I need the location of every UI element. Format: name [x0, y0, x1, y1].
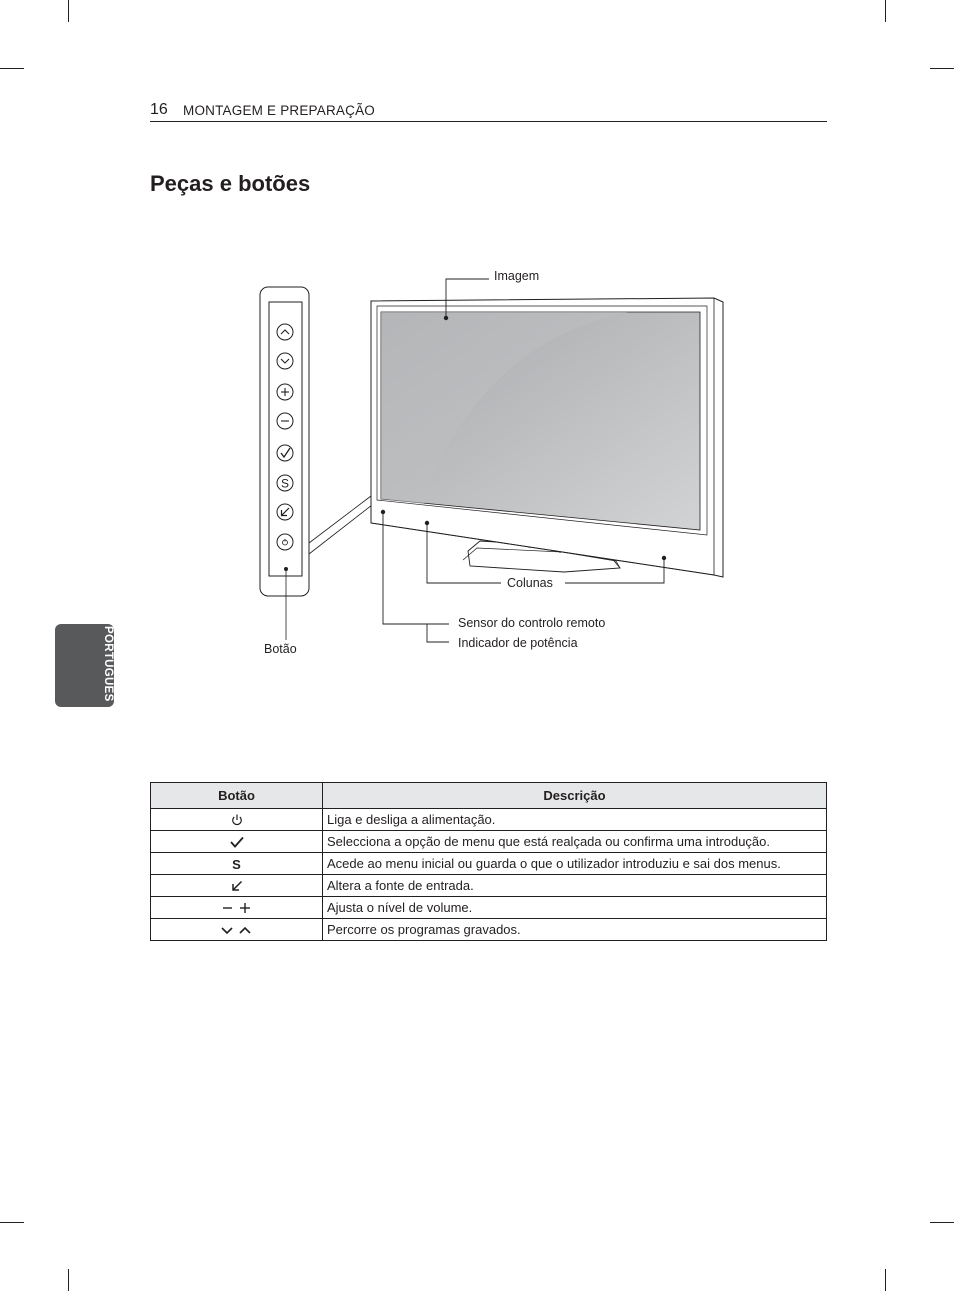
page-number: 16	[150, 101, 168, 118]
column-header-button: Botão	[151, 783, 323, 809]
settings-icon[interactable]	[277, 475, 293, 491]
table-row	[151, 809, 827, 831]
settings-s-symbol: S	[232, 856, 241, 872]
program-down-up-icon	[220, 923, 254, 937]
language-tab-label: PORTUGUÊS	[102, 626, 114, 702]
ok-icon[interactable]	[277, 445, 293, 461]
label-button: Botão	[264, 642, 297, 656]
tv-illustration	[371, 298, 723, 577]
control-panel	[260, 287, 372, 640]
row-description: Altera a fonte de entrada.	[323, 875, 827, 897]
row-description: Acede ao menu inicial ou guarda o que o utilizador introduziu e sai dos menus.	[323, 853, 827, 875]
page-title: Peças e botões	[150, 171, 311, 196]
table-row	[151, 897, 827, 919]
buttons-table	[150, 782, 827, 941]
column-header-description: Descrição	[323, 783, 827, 809]
table-header-row	[151, 783, 827, 809]
crop-mark	[930, 1222, 954, 1223]
plus-icon[interactable]	[277, 384, 293, 400]
row-description: Liga e desliga a alimentação.	[323, 809, 827, 831]
label-power-indicator: Indicador de potência	[458, 636, 578, 650]
table-row	[151, 875, 827, 897]
crop-mark	[0, 1222, 24, 1223]
input-icon	[230, 879, 244, 893]
crop-mark	[885, 1269, 886, 1291]
up-icon[interactable]	[277, 324, 293, 340]
section-title: MONTAGEM E PREPARAÇÃO	[183, 103, 375, 118]
ok-icon	[229, 835, 245, 849]
minus-icon[interactable]	[277, 413, 293, 429]
power-icon[interactable]	[277, 534, 293, 550]
power-icon	[230, 813, 244, 827]
down-icon[interactable]	[277, 353, 293, 369]
label-image: Imagem	[494, 269, 540, 283]
row-description: Percorre os programas gravados.	[323, 919, 827, 941]
table-row	[151, 831, 827, 853]
row-description: Selecciona a opção de menu que está realçada ou confirma uma introdução.	[323, 831, 827, 853]
volume-minus-plus-icon	[221, 901, 253, 915]
label-speakers: Colunas	[507, 576, 553, 590]
row-description: Ajusta o nível de volume.	[323, 897, 827, 919]
table-row	[151, 853, 827, 875]
input-icon[interactable]	[277, 504, 293, 520]
svg-text:S: S	[280, 476, 290, 491]
table-row	[151, 919, 827, 941]
crop-mark	[68, 1269, 69, 1291]
label-remote-sensor: Sensor do controlo remoto	[458, 616, 606, 630]
